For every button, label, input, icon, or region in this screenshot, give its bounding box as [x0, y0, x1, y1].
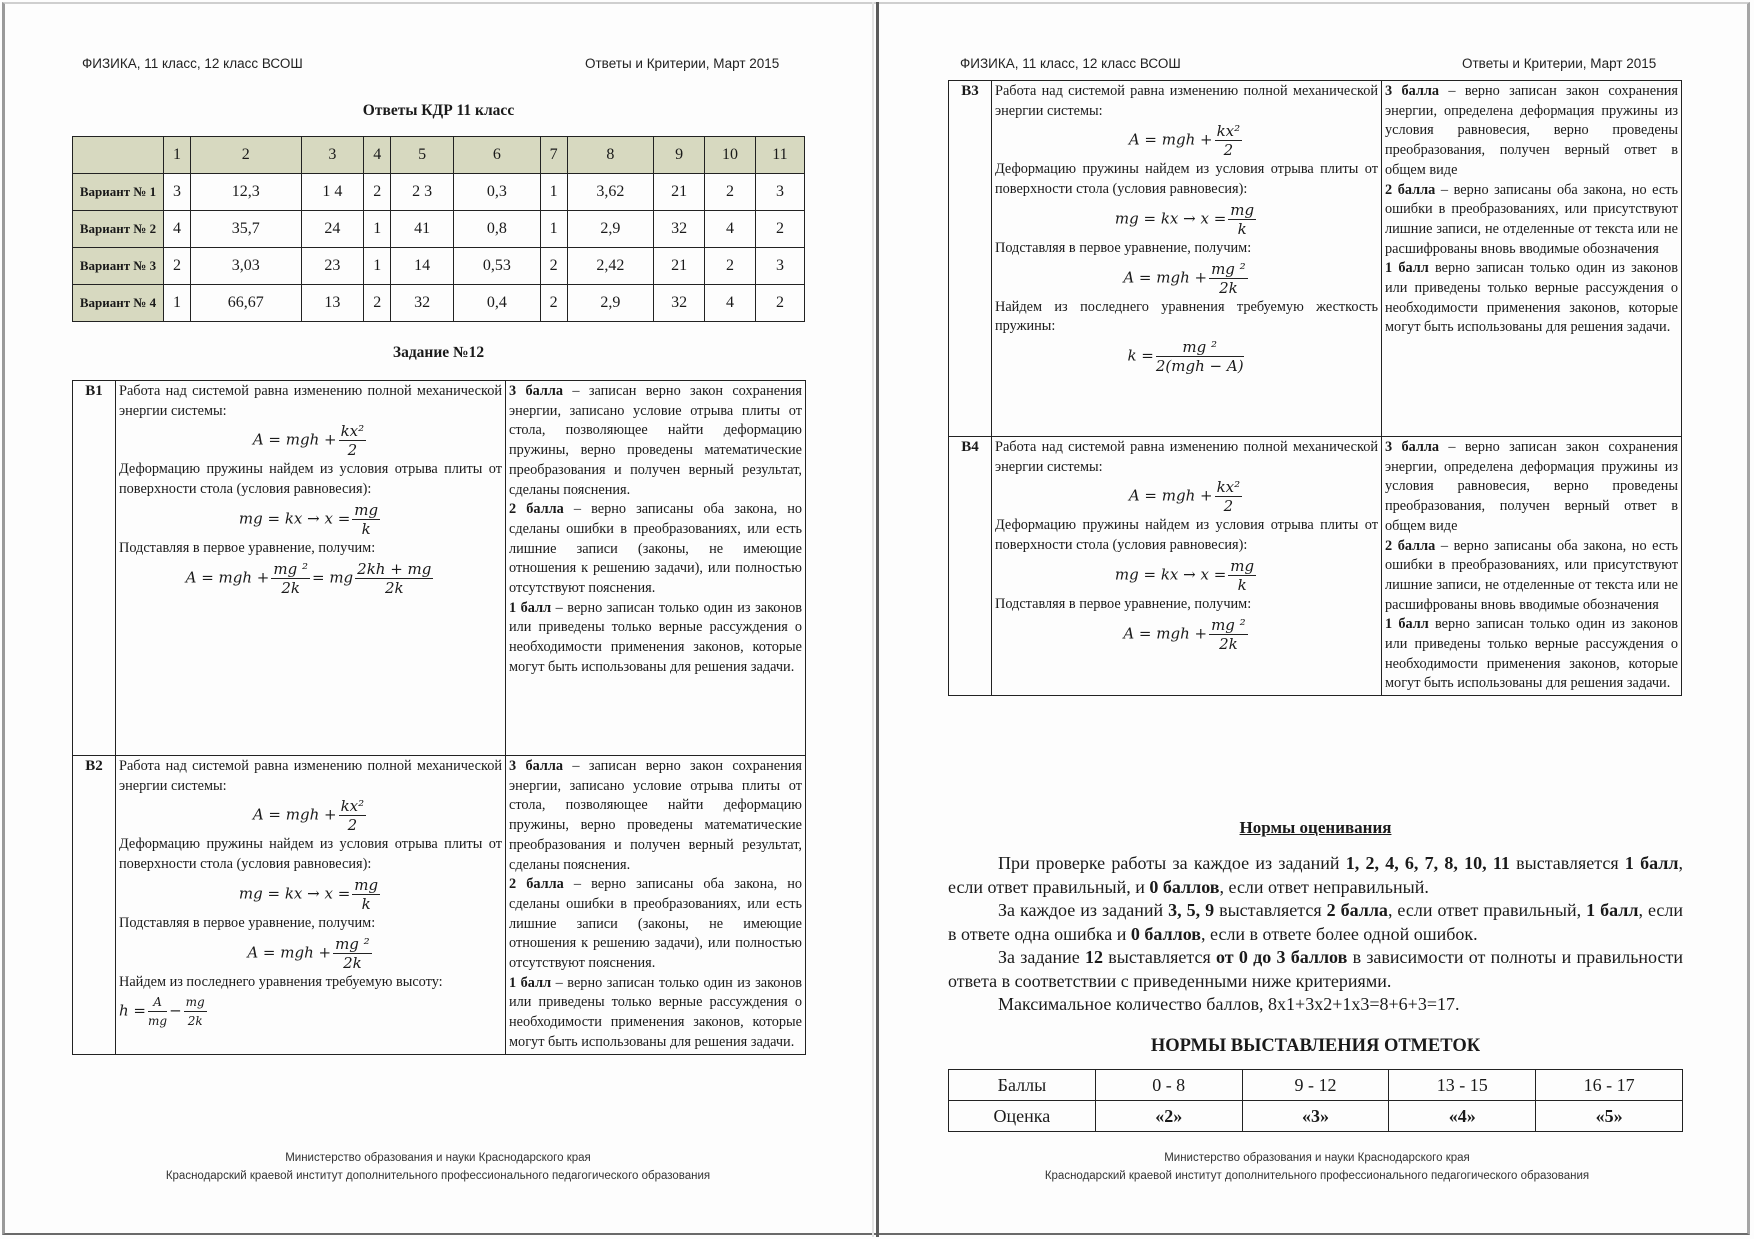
- solution-intro: Работа над системой равна изменению полной механической энергии системы:: [119, 383, 502, 419]
- answers-row: [73, 248, 805, 285]
- answer-cell: 41: [391, 211, 454, 248]
- answer-cell: 2,42: [567, 248, 654, 285]
- answer-cell: 12,3: [190, 174, 301, 211]
- criteria-cell: [1382, 81, 1682, 437]
- answer-cell: 2: [364, 174, 391, 211]
- formula-height: h = $\frac{A}{mg}$ − $\frac{mg}{2k}$: [119, 995, 205, 1029]
- answer-cell: 21: [654, 248, 705, 285]
- marks-row-label: Оценка: [949, 1101, 1096, 1132]
- formula-energy: A = mgh + $\frac{\text{kx²}}{2}$: [252, 422, 365, 460]
- answer-cell: 1 4: [301, 174, 364, 211]
- answer-cell: 4: [705, 211, 756, 248]
- variant-label: Вариант № 3: [73, 248, 164, 285]
- points-range: 0 - 8: [1095, 1070, 1242, 1101]
- marks-title: НОРМЫ ВЫСТАВЛЕНИЯ ОТМЕТОК: [1150, 1036, 1481, 1056]
- answer-cell: 1: [540, 211, 567, 248]
- task12-table-right: [948, 80, 1682, 696]
- answer-cell: 3: [164, 174, 191, 211]
- answer-cell: 2,9: [567, 285, 654, 322]
- answer-cell: 0,8: [453, 211, 540, 248]
- column-header: 3: [301, 137, 364, 174]
- marks-row-label: Баллы: [949, 1070, 1096, 1101]
- criterion-1: 1 балл верно записан только один из законов или приведены только верные рассуждения о необходимости применения законов, которые могут быть использованы для решения задачи.: [1385, 260, 1678, 336]
- answer-cell: 3,03: [190, 248, 301, 285]
- answer-cell: 24: [301, 211, 364, 248]
- solution-substitution: Подставляя в первое уравнение, получим:: [995, 239, 1252, 256]
- footer-ministry: Министерство образования и науки Краснодарского края: [285, 1152, 591, 1164]
- formula-result: A = mgh + $\frac{\text{mg ²}}{2k}$ = mg $\frac{2kh + mg}{2k}$: [185, 559, 432, 597]
- grade-value: «3»: [1242, 1101, 1389, 1132]
- marks-row-grade: [949, 1101, 1683, 1132]
- column-header: 5: [391, 137, 454, 174]
- answer-cell: 23: [301, 248, 364, 285]
- header-doc-info: Ответы и Критерии, Март 2015: [1462, 56, 1657, 71]
- formula-energy: A = mgh + $\frac{\text{kx²}}{2}$: [1128, 478, 1241, 516]
- criterion-1: 1 балл верно записан только один из законов или приведены только верные рассуждения о необходимости применения законов, которые могут быть использованы для решения задачи.: [1385, 616, 1678, 692]
- column-header: 6: [453, 137, 540, 174]
- grade-value: «5»: [1536, 1101, 1683, 1132]
- formula-equilibrium: mg = kx → x = $\frac{mg}{k}$: [238, 500, 379, 538]
- task12-title: Задание №12: [392, 344, 485, 361]
- solution-substitution: Подставляя в первое уравнение, получим:: [119, 539, 376, 556]
- criterion-3: 3 балла – верно записан закон сохранения энергии, определена деформация пружины из условия равновесия, верно проведены преобразования, получен верный ответ в общем виде: [1385, 83, 1678, 178]
- column-header: 4: [364, 137, 391, 174]
- answer-cell: 2: [755, 211, 804, 248]
- formula-result: A = mgh + $\frac{\text{mg ²}}{2k}$: [247, 934, 370, 972]
- task-row-b4: [949, 437, 1682, 696]
- answer-cell: 1: [364, 211, 391, 248]
- criteria-cell: [506, 381, 806, 756]
- formula-equilibrium: mg = kx → x = $\frac{mg}{k}$: [1114, 200, 1255, 238]
- variant-label: Вариант № 2: [73, 211, 164, 248]
- variant-number: В2: [73, 756, 116, 1055]
- answer-cell: 0,4: [453, 285, 540, 322]
- answer-cell: 2: [164, 248, 191, 285]
- task-row-b3: [949, 81, 1682, 437]
- answer-cell: 4: [705, 285, 756, 322]
- solution-cell: [116, 381, 506, 756]
- formula-result: A = mgh + $\frac{\text{mg ²}}{2k}$: [1123, 259, 1246, 297]
- solution-cell: [992, 437, 1382, 696]
- answer-cell: 2: [755, 285, 804, 322]
- solution-find-stiffness: Найдем из последнего уравнения требуемую жесткость пружины:: [995, 298, 1378, 335]
- criterion-2: 2 балла – верно записаны оба закона, но сделаны ошибки в преобразованиях, или есть лишние записи (законы, не имеющие отношения к решению задачи), или полностью отсутствуют пояснения.: [509, 501, 802, 597]
- footer-ministry: Министерство образования и науки Краснодарского края: [1164, 1152, 1470, 1164]
- page-divider: [876, 2, 879, 1237]
- criterion-3: 3 балла – записан верно закон сохранения энергии, записано условие отрыва плиты от стола, позволяющее найти деформацию пружины, верно проведены математические преобразования и получен верный результат, сделаны пояснения.: [509, 758, 802, 873]
- norms-title: Нормы оценивания: [1239, 818, 1392, 837]
- criterion-2: 2 балла – верно записаны оба закона, но сделаны ошибки в преобразованиях, или есть лишние записи (законы, не имеющие отношения к решению задачи), или полностью отсутствуют пояснения.: [509, 876, 802, 972]
- marks-row-points: [949, 1070, 1683, 1101]
- answer-cell: 0,53: [453, 248, 540, 285]
- answer-cell: 4: [164, 211, 191, 248]
- points-range: 9 - 12: [1242, 1070, 1389, 1101]
- answer-cell: 2: [705, 248, 756, 285]
- answers-row: [73, 174, 805, 211]
- solution-find-height: Найдем из последнего уравнения требуемую высоту:: [119, 973, 443, 990]
- solution-deformation: Деформацию пружины найдем из условия отрыва плиты от поверхности стола (условия равновесия):: [995, 161, 1378, 198]
- grade-value: «4»: [1389, 1101, 1536, 1132]
- answer-cell: 1: [540, 174, 567, 211]
- answer-cell: 2: [364, 285, 391, 322]
- variant-number: В4: [949, 437, 992, 696]
- criterion-3: 3 балла – записан верно закон сохранения энергии, записано условие отрыва плиты от стола, позволяющее найти деформацию пружины, верно проведены математические преобразования и получен верный результат, сделаны пояснения.: [509, 383, 802, 498]
- formula-equilibrium: mg = kx → x = $\frac{mg}{k}$: [1114, 556, 1255, 594]
- solution-cell: [992, 81, 1382, 437]
- grade-value: «2»: [1095, 1101, 1242, 1132]
- header-subject: ФИЗИКА, 11 класс, 12 класс ВСОШ: [82, 56, 303, 71]
- answers-row: [73, 285, 805, 322]
- criterion-2: 2 балла – верно записаны оба закона, но есть ошибки в преобразованиях, или присутствуют лишние записи, не отделенные от текста или не расшифрованы вновь вводимые обозначения: [1385, 181, 1678, 257]
- column-header: 2: [190, 137, 301, 174]
- marks-table: [948, 1069, 1683, 1132]
- answer-cell: 2,9: [567, 211, 654, 248]
- column-header: 1: [164, 137, 191, 174]
- solution-intro: Работа над системой равна изменению полной механической энергии системы:: [119, 758, 502, 794]
- answers-row: [73, 211, 805, 248]
- criterion-2: 2 балла – верно записаны оба закона, но есть ошибки в преобразованиях, или присутствуют лишние записи, не отделенные от текста или не расшифрованы вновь вводимые обозначения: [1385, 537, 1678, 613]
- answer-cell: 35,7: [190, 211, 301, 248]
- formula-energy: A = mgh + $\frac{\text{kx²}}{2}$: [252, 797, 365, 835]
- answer-cell: 2: [540, 285, 567, 322]
- solution-intro: Работа над системой равна изменению полной механической энергии системы:: [995, 83, 1378, 119]
- solution-substitution: Подставляя в первое уравнение, получим:: [119, 914, 376, 931]
- column-header: 8: [567, 137, 654, 174]
- footer-institute: Краснодарский краевой институт дополнительного профессионального педагогического образования: [1044, 1170, 1590, 1182]
- formula-energy: A = mgh + $\frac{\text{kx²}}{2}$: [1128, 122, 1241, 160]
- answer-cell: 32: [391, 285, 454, 322]
- answers-table: [72, 136, 805, 322]
- norms-paragraph-1: При проверке работы за каждое из заданий 1, 2, 4, 6, 7, 8, 10, 11 выставляется 1 балл, если ответ правильный, и 0 баллов, если ответ неправильный.: [948, 853, 1683, 897]
- solution-deformation: Деформацию пружины найдем из условия отрыва плиты от поверхности стола (условия равновесия):: [995, 517, 1378, 554]
- variant-label: Вариант № 1: [73, 174, 164, 211]
- answer-cell: 2 3: [391, 174, 454, 211]
- points-range: 16 - 17: [1536, 1070, 1683, 1101]
- criteria-cell: [506, 756, 806, 1055]
- solution-deformation: Деформацию пружины найдем из условия отрыва плиты от поверхности стола (условия равновесия):: [119, 836, 502, 873]
- column-header: 11: [755, 137, 804, 174]
- variant-number: В3: [949, 81, 992, 437]
- answer-cell: 14: [391, 248, 454, 285]
- header-subject: ФИЗИКА, 11 класс, 12 класс ВСОШ: [960, 56, 1181, 71]
- solution-intro: Работа над системой равна изменению полной механической энергии системы:: [995, 439, 1378, 475]
- answer-cell: 3: [755, 174, 804, 211]
- formula-result: A = mgh + $\frac{\text{mg ²}}{2k}$: [1123, 615, 1246, 653]
- criteria-cell: [1382, 437, 1682, 696]
- criterion-1: 1 балл – верно записан только один из законов или приведены только верные рассуждения о необходимости применения законов, которые могут быть использованы для решения задачи.: [509, 599, 802, 675]
- criterion-1: 1 балл – верно записан только один из законов или приведены только верные рассуждения о необходимости применения законов, которые могут быть использованы для решения задачи.: [509, 974, 802, 1050]
- page-1: [0, 0, 876, 1239]
- norms-paragraph-2: За каждое из заданий 3, 5, 9 выставляется 2 балла, если ответ правильный, 1 балл, если в ответе одна ошибка и 0 баллов, если в ответе более одной ошибок.: [948, 900, 1683, 944]
- answer-cell: 32: [654, 285, 705, 322]
- corner-cell: [73, 137, 164, 174]
- answer-cell: 13: [301, 285, 364, 322]
- variant-label: Вариант № 4: [73, 285, 164, 322]
- answer-cell: 2: [540, 248, 567, 285]
- column-header: 7: [540, 137, 567, 174]
- formula-equilibrium: mg = kx → x = $\frac{mg}{k}$: [238, 875, 379, 913]
- answer-cell: 66,67: [190, 285, 301, 322]
- norms-text: [948, 852, 1683, 1017]
- answers-title: Ответы КДР 11 класс: [362, 102, 515, 119]
- answer-cell: 3,62: [567, 174, 654, 211]
- task-row-b2: [73, 756, 806, 1055]
- task12-table-left: [72, 380, 806, 1055]
- answer-cell: 0,3: [453, 174, 540, 211]
- footer-institute: Краснодарский краевой институт дополнительного профессионального педагогического образования: [165, 1170, 711, 1182]
- solution-substitution: Подставляя в первое уравнение, получим:: [995, 595, 1252, 612]
- norms-paragraph-3: За задание 12 выставляется от 0 до 3 баллов в зависимости от полноты и правильности ответа в соответствии с приведенными ниже критериями.: [948, 947, 1683, 991]
- answer-cell: 1: [364, 248, 391, 285]
- answer-cell: 2: [705, 174, 756, 211]
- criterion-3: 3 балла – верно записан закон сохранения энергии, определена деформация пружины из условия равновесия, верно проведены преобразования, получен верный ответ в общем виде: [1385, 439, 1678, 534]
- answer-cell: 21: [654, 174, 705, 211]
- solution-cell: [116, 756, 506, 1055]
- column-header: 9: [654, 137, 705, 174]
- points-range: 13 - 15: [1389, 1070, 1536, 1101]
- solution-deformation: Деформацию пружины найдем из условия отрыва плиты от поверхности стола (условия равновесия):: [119, 461, 502, 498]
- variant-number: В1: [73, 381, 116, 756]
- column-header: 10: [705, 137, 756, 174]
- answers-header-row: [73, 137, 805, 174]
- task-row-b1: [73, 381, 806, 756]
- header-doc-info: Ответы и Критерии, Март 2015: [585, 56, 780, 71]
- norms-paragraph-4: Максимальное количество баллов, 8х1+3х2+1х3=8+6+3=17.: [998, 994, 1460, 1014]
- formula-stiffness: k = $\frac{\text{mg ²}}{\text{2(mgh − A)}}$: [1127, 337, 1244, 375]
- answer-cell: 32: [654, 211, 705, 248]
- answer-cell: 1: [164, 285, 191, 322]
- answer-cell: 3: [755, 248, 804, 285]
